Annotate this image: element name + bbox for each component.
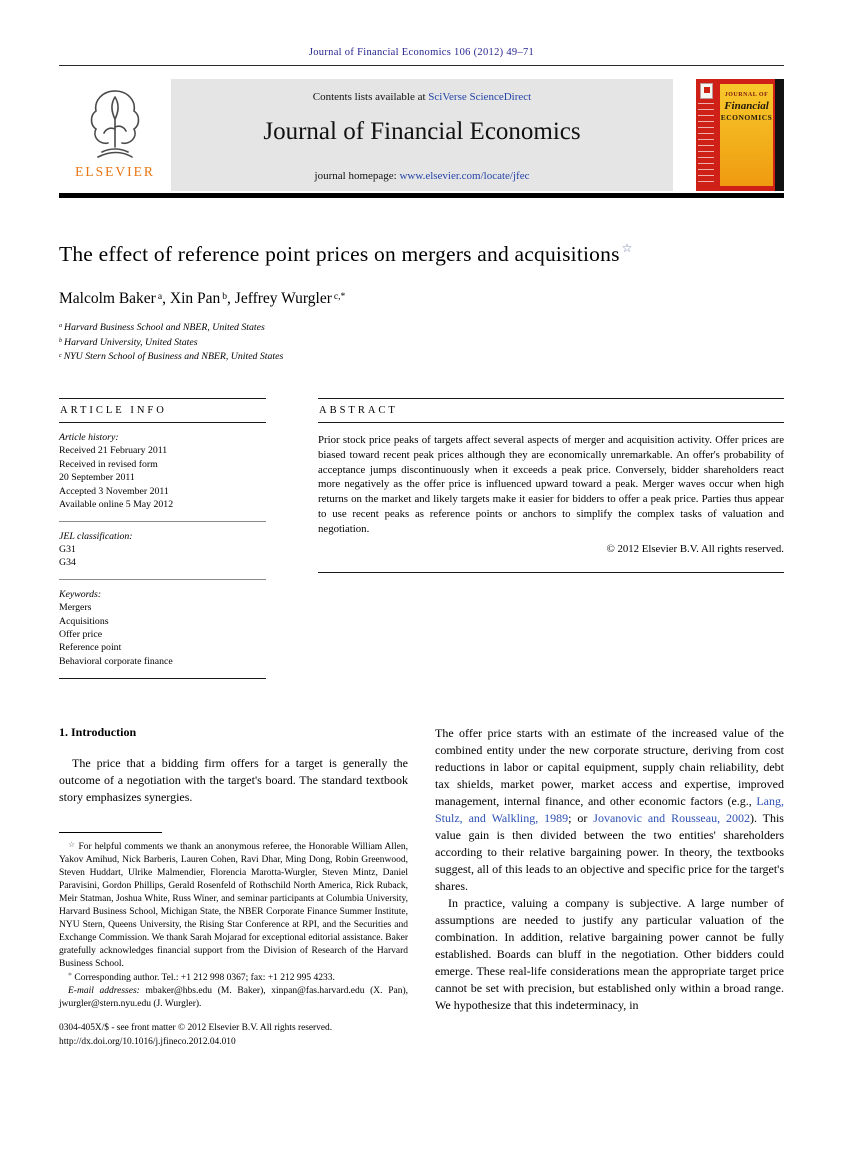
info-abstract-section (59, 398, 784, 679)
body-paragraph-2: In practice, valuing a company is subjective. A large number of assumptions are needed to justify any particular valuation of the combination. In addition, relative bargaining power cannot be fully established. Boards can bluff in the negotiation. Other bidders could emerge. These real-life considerations mean the appropriate target price cannot be set with precision, but established only within a broad range. We hypothesize that this indeterminacy, in (435, 896, 784, 1013)
title-footnote-star-icon: ☆ (621, 241, 633, 255)
elsevier-wordmark: ELSEVIER (75, 164, 155, 179)
acknowledgments-footnote: ☆ For helpful comments we thank an anonymous referee, the Honorable William Allen, Yakov Amihud, Nick Barberis, Lauren Cohen, Ravi Dhar, Ming Dong, Robin Greenwood, Steven Huddart, Ulrike Malmendier, Florencia Marotta-Wurgler, Steven Mintz, Daniel Paravisini, Gordon Phillips, Gerald Rosenfeld of Rothschild North America, Rick Ruback, Meir Statman, Joshua White, Russ Winer, and seminar participants at Columbia University, Harvard Business School, Michigan State, the NBER Corporate Finance Summer Institute, NYU Stern, Queens University, the Rising Star Conference at RPI, and the Securities and Exchange Commission. We thank Sarah Mojarad for exceptional editorial assistance. Baker gratefully acknowledges financial support from the Division of Research of the Harvard Business School. (59, 840, 409, 970)
keywords-label: Keywords: (59, 588, 102, 600)
journal-reference-line: Journal of Financial Economics 106 (2012) 49–71 (308, 47, 535, 58)
history-line: Received in revised form (59, 458, 158, 470)
article-info-column (59, 398, 266, 679)
keyword: Reference point (59, 642, 122, 654)
section-1-heading: 1. Introduction (59, 725, 137, 740)
banner-gray-band (171, 79, 673, 191)
history-line: 20 September 2011 (59, 472, 135, 484)
intro-paragraph: The price that a bidding firm offers for a target is generally the outcome of a negotiation with the target's board. The standard textbook story emphasizes synergies. (59, 756, 408, 805)
keywords-block (59, 588, 266, 668)
cover-title-line3: ECONOMICS (720, 113, 773, 122)
copyright-line: © 2012 Elsevier B.V. All rights reserved. (606, 542, 784, 555)
abstract-column (318, 398, 784, 679)
affiliations (59, 321, 784, 365)
article-history-label: Article history: (59, 432, 119, 444)
cover-badge-icon (700, 83, 713, 99)
left-column (59, 725, 408, 1049)
elsevier-tree-icon (82, 83, 148, 163)
homepage-prefix: journal homepage: (314, 170, 400, 182)
issn-copyright-line: 0304-405X/$ - see front matter © 2012 Elsevier B.V. All rights reserved. (59, 1023, 333, 1034)
footnote-block (59, 832, 408, 1049)
history-line: Received 21 February 2011 (59, 445, 168, 457)
paper-title (59, 242, 784, 267)
keyword: Acquisitions (59, 615, 109, 627)
journal-cover-thumbnail (696, 79, 784, 191)
journal-homepage-link[interactable]: www.elsevier.com/locate/jfec (399, 170, 530, 182)
footnote-rule (59, 832, 162, 833)
author-2: Xin Pan (169, 290, 221, 307)
journal-banner (59, 79, 784, 191)
corresponding-author-note: * Corresponding author. Tel.: +1 212 998 0367; fax: +1 212 995 4233. (68, 971, 335, 984)
cover-contents-stripes (698, 103, 714, 183)
author-1: Malcolm Baker (59, 290, 156, 307)
contents-line (171, 91, 673, 103)
email-label: E-mail addresses: (68, 986, 140, 997)
cover-title-line2: Financial (724, 100, 769, 112)
body-paragraph-1: The offer price starts with an estimate of the increased value of the combined entity under the new corporate structure, deriving from cost reductions in labor or capital equipment, supply chain reliability, debt tax shields, market power, market access and expertise, improved management, internal finance, and other economic factors (e.g., Lang, Stulz, and Walkling, 1989; or Jovanovic and Rousseau, 2002). This value gain is then divided between the two entities' shareholders according to their relative bargaining power. In theory, the textbooks suggest, all of this leads to an objective and specific price for the target's shares. (435, 726, 784, 894)
author-1-affil-mark: a (157, 290, 163, 302)
affiliation-a: $^a$ Harvard Business School and NBER, United States (59, 322, 265, 333)
doi-link[interactable]: http://dx.doi.org/10.1016/j.jfineco.2012.04.010 (59, 1036, 236, 1047)
cover-badge-dot (704, 87, 710, 93)
jel-classification (59, 530, 266, 570)
paper-page (59, 0, 784, 1049)
article-info-heading: ARTICLE INFO (60, 405, 167, 417)
keyword: Behavioral corporate finance (59, 655, 173, 667)
citation-lang-stulz-walkling-1989[interactable]: Lang, Stulz, and Walkling, 1989 (435, 794, 784, 826)
homepage-line (171, 170, 673, 182)
cover-title-panel (720, 84, 773, 186)
article-history (59, 431, 266, 511)
banner-bottom-rule (59, 193, 784, 198)
affiliation-b: $^b$ Harvard University, United States (59, 336, 198, 348)
email-addresses-note (59, 985, 408, 1011)
keyword: Mergers (59, 602, 92, 614)
author-3: Jeffrey Wurgler (234, 290, 332, 307)
abstract-heading: ABSTRACT (319, 405, 398, 417)
authors-line: Malcolm Baker $^a$, Xin Pan $^b$, Jeffrey Wurgler $^{c,*}$ (59, 290, 346, 307)
asterisk-icon: * (68, 971, 72, 981)
paper-title-text: The effect of reference point prices on mergers and acquisitions (59, 242, 620, 266)
jel-code: G31 (59, 543, 76, 555)
contents-prefix: Contents lists available at (312, 91, 429, 103)
sciverse-sciencedirect-link[interactable]: SciVerse ScienceDirect (428, 91, 532, 103)
main-text (59, 725, 784, 1049)
author-3-affil-mark: c,* (333, 290, 346, 302)
affiliation-c: $^c$ NYU Stern School of Business and NBER, United States (59, 351, 284, 363)
email-list: mbaker@hbs.edu (M. Baker), xinpan@fas.harvard.edu (X. Pan), jwurgler@stern.nyu.edu (J. Wurgler). (59, 986, 409, 1010)
top-rule (59, 65, 784, 66)
cover-title-line1: JOURNAL OF (724, 92, 769, 98)
abstract-text: Prior stock price peaks of targets affect several aspects of merger and acquisition activity. Offer prices are biased toward recent peak prices although they are economically unremarkable. An offer's probability of acceptance jumps discontinuously when it exceeds a peak price. Conversely, bidder shareholders react more negatively as the offer price is influenced upward toward a peak. Merger waves occur when high returns on the market and likely targets make it easier for bidders to offer a peak price. Parties thus appear to use recent peaks as reference points or anchors to simplify the complex tasks of valuation and negotiation. (318, 434, 784, 535)
imprint-block (59, 1022, 408, 1049)
elsevier-logo-block (59, 79, 171, 191)
history-line: Available online 5 May 2012 (59, 499, 174, 511)
right-column (435, 725, 784, 1049)
keyword: Offer price (59, 628, 103, 640)
history-line: Accepted 3 November 2011 (59, 485, 169, 497)
footnote-star-icon: ☆ (68, 840, 76, 850)
journal-name: Journal of Financial Economics (263, 118, 581, 145)
jel-label: JEL classification: (59, 530, 133, 542)
cover-spine (775, 79, 784, 191)
author-2-affil-mark: b (222, 290, 228, 302)
citation-jovanovic-rousseau-2002[interactable]: Jovanovic and Rousseau, 2002 (593, 811, 750, 826)
jel-code: G34 (59, 557, 76, 569)
